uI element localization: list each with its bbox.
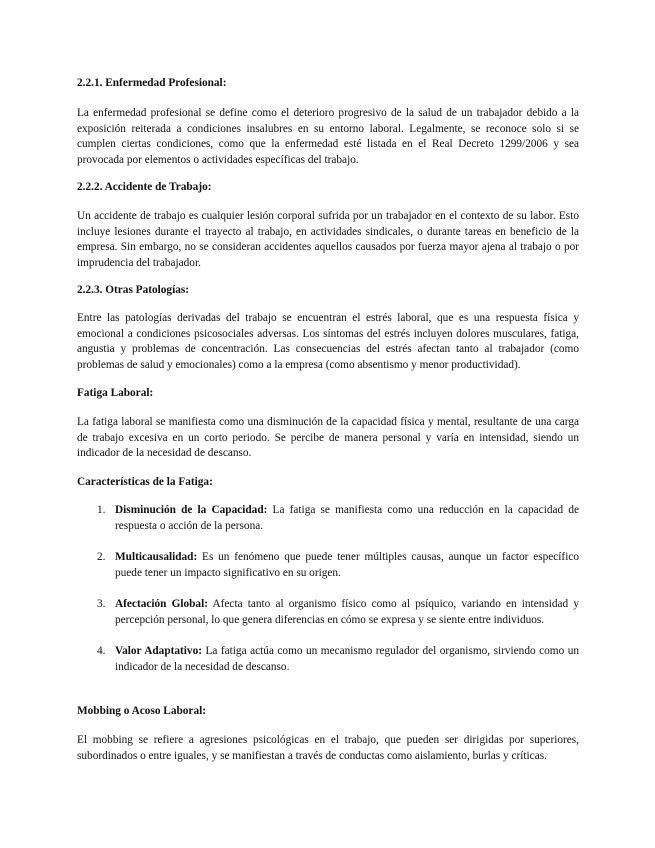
list-item-title: Disminución de la Capacidad: (115, 504, 268, 516)
section-paragraph: Un accidente de trabajo es cualquier lesión corporal sufrida por un trabajador en el contexto de su labor. Esto incluye lesiones durante el trayecto al trabajo, en actividades sindicales, o durante tareas en beneficio de la empresa. Sin embargo, no se consideran accidentes aquellos causados por fuerza mayor ajena al trabajo o por imprudencia del trabajador. (77, 210, 579, 269)
section-otras-patologias-body (77, 311, 579, 373)
section-otras-patologias (77, 283, 579, 299)
section-heading: Características de la Fatiga: (77, 476, 213, 488)
section-heading: 2.2.2. Accidente de Trabajo: (77, 181, 212, 193)
section-fatiga-laboral (77, 386, 579, 402)
list-item (77, 644, 579, 675)
section-mobbing (77, 704, 579, 720)
section-mobbing-body (77, 733, 579, 764)
section-heading: 2.2.1. Enfermedad Profesional: (77, 77, 227, 89)
list-body (115, 550, 579, 581)
section-accidente-trabajo (77, 180, 579, 196)
section-caracteristicas-fatiga (77, 475, 579, 491)
section-heading: Mobbing o Acoso Laboral: (77, 705, 206, 717)
list-item-title: Afectación Global: (115, 598, 208, 610)
list-item-text: La fatiga actúa como un mecanismo regulador del organismo, sirviendo como un indicador de la necesidad de descanso. (115, 645, 580, 673)
list-item (77, 597, 579, 628)
list-number: 2. (97, 551, 106, 563)
section-accidente-trabajo-body (77, 209, 579, 271)
list-item-title: Multicausalidad: (115, 551, 198, 563)
section-paragraph: La enfermedad profesional se define como el deterioro progresivo de la salud de un trabajador debido a la exposición reiterada a condiciones insalubres en su entorno laboral. Legalmente, se reconoce solo si se cumplen ciertas condiciones, como que la enfermedad esté listada en el Real Decreto 1299/2006 y sea provocada por elementos o actividades específicas del trabajo. (77, 107, 579, 166)
list-item-text: Es un fenómeno que puede tener múltiples causas, aunque un factor específico puede tener un impacto significativo en su origen. (115, 551, 579, 579)
list-item-title: Valor Adaptativo: (115, 645, 202, 657)
list-number: 1. (97, 504, 106, 516)
section-enfermedad-profesional (77, 76, 579, 92)
list-body (115, 503, 579, 534)
section-paragraph: El mobbing se refiere a agresiones psicológicas en el trabajo, que pueden ser dirigidas por superiores, subordinados o entre iguales, y se manifiestan a través de conductas como aislamiento, burlas y críticas. (77, 734, 579, 762)
list-item (77, 503, 579, 534)
section-fatiga-laboral-body (77, 415, 579, 462)
list-number: 3. (97, 598, 106, 610)
section-heading: Fatiga Laboral: (77, 387, 154, 399)
section-paragraph: Entre las patologías derivadas del trabajo se encuentran el estrés laboral, que es una respuesta física y emocional a condiciones psicosociales adversas. Los síntomas del estrés incluyen dolores musculares, fatiga, angustia y problemas de concentración. Las consecuencias del estrés afectan tanto al trabajador (como problemas de salud y emocionales) como a la empresa (como absentismo y menor productividad). (77, 312, 579, 371)
section-enfermedad-profesional-body (77, 106, 579, 168)
section-heading: 2.2.3. Otras Patologías: (77, 284, 190, 296)
list-number: 4. (97, 645, 106, 657)
section-paragraph: La fatiga laboral se manifiesta como una disminución de la capacidad física y mental, resultante de una carga de trabajo excesiva en un corto periodo. Se percibe de manera personal y varía en intensidad, siendo un indicador de la necesidad de descanso. (77, 416, 579, 460)
list-item-text: La fatiga se manifiesta como una reducción en la capacidad de respuesta o acción de la persona. (115, 504, 579, 532)
list-body (115, 597, 579, 628)
list-item-text: Afecta tanto al organismo físico como al psíquico, variando en intensidad y percepción personal, lo que genera diferencias en cómo se expresa y se siente entre individuos. (115, 598, 579, 626)
list-item (77, 550, 579, 581)
list-body (115, 644, 579, 675)
